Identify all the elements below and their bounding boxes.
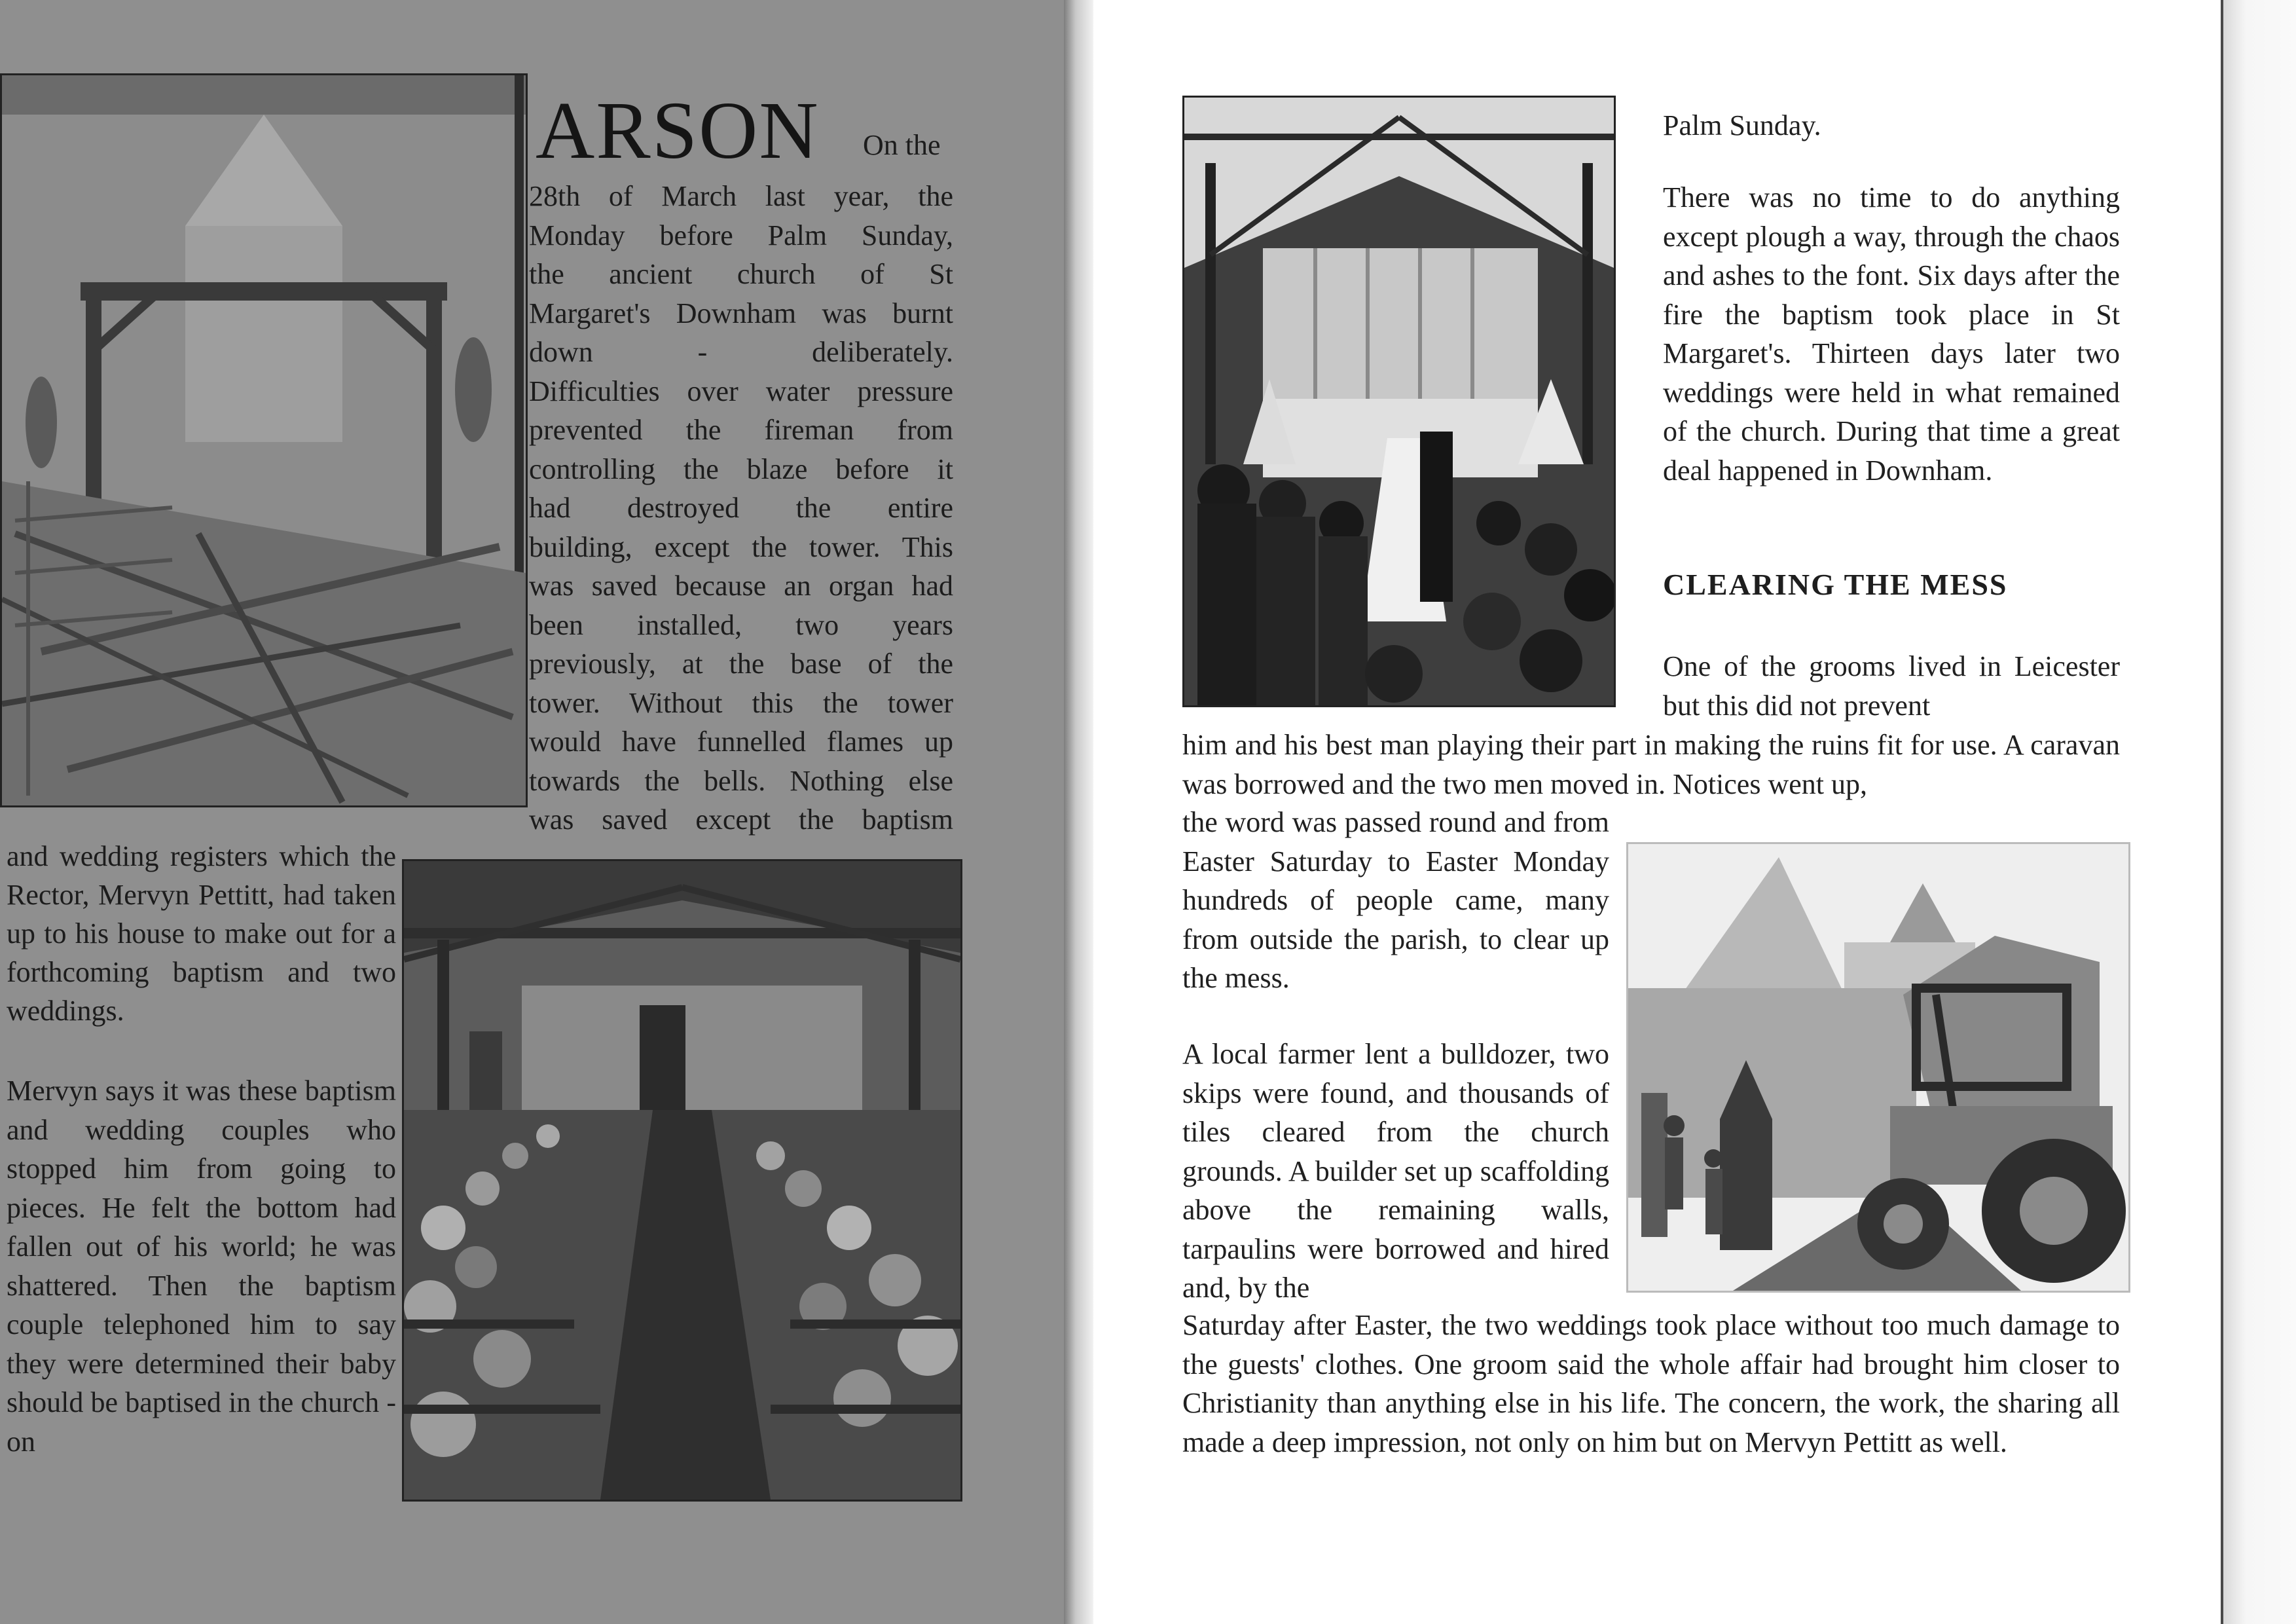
opening-words: On the — [863, 129, 941, 161]
p1-line-4: Margaret's Downham was burnt — [529, 297, 953, 329]
p1-line-17: was saved except the baptism — [529, 803, 953, 836]
paragraph-1-continued: and wedding registers which the Rector, Mervyn Pettitt, had taken up to his house to make out for a forthcoming baptism and two weddings. — [7, 840, 396, 1027]
paragraph-1-opening — [863, 126, 941, 165]
p1-line-1: 28th of March last year, the — [529, 180, 953, 212]
paragraph-4-narrow-2: the word was passed round and from Easter Saturday to Easter Monday hundreds of people came, many from outside the parish, to clear up the mess. — [1182, 806, 1609, 994]
paragraph-4-full: him and his best man playing their part in making the ruins fit for use. A caravan was borrowed and the two men moved in. Notices went up, — [1182, 729, 2120, 800]
p1-line-15: would have funnelled flames up — [529, 726, 953, 758]
p1-line-6: Difficulties over water pressure — [529, 375, 953, 407]
p1-line-7: prevented the fireman from — [529, 414, 953, 446]
page-edge — [2221, 0, 2296, 1624]
paragraph-2: Mervyn says it was these baptism and wedding couples who stopped him from going to pieces. He felt the bottom had fallen out of his world; he was shattered. Then the baptism couple telephoned him to say they were determined their baby should be baptised in the church - on — [7, 1075, 396, 1458]
wedding-photo — [1182, 96, 1616, 707]
article-title: ARSON — [536, 86, 820, 176]
palm-sunday-line: Palm Sunday. — [1663, 109, 1821, 141]
paragraph-5-full: Saturday after Easter, the two weddings took place without too much damage to the guests' clothes. One groom said the whole affair had brought him closer to Christianity than anything else in his life. The concern, the work, the sharing all made a deep impression, not only on him but on Mervyn Pettitt as well. — [1182, 1309, 2120, 1458]
paragraph-3: There was no time to do anything except plough a way, through the chaos and ashes to the font. Six days after the fire the baptism took place in St Margaret's. Thirteen days later two weddings were held in what remained of the church. During that time a great deal happened in Downham. — [1663, 181, 2120, 487]
p1-line-3: the ancient church of St — [529, 258, 953, 290]
paragraph-4-narrow: One of the grooms lived in Leicester but this did not prevent — [1663, 650, 2120, 722]
bulldozer-ruins-photo — [1626, 842, 2130, 1293]
p1-line-11: was saved because an organ had — [529, 570, 953, 602]
p1-line-16: towards the bells. Nothing else — [529, 764, 953, 797]
p1-line-13: previously, at the base of the — [529, 648, 953, 680]
p1-line-5: down - deliberately. — [529, 336, 953, 368]
burnt-church-photo — [0, 73, 528, 807]
book-gutter — [1064, 0, 1093, 1624]
congregation-photo — [402, 859, 962, 1502]
paragraph-5-narrow: A local farmer lent a bulldozer, two skips were found, and thousands of tiles cleared from the church grounds. A builder set up scaffolding above the remaining walls, tarpaulins were borrowed and hired and, by the — [1182, 1038, 1609, 1304]
paragraph-1 — [529, 177, 953, 840]
p1-line-2: Monday before Palm Sunday, — [529, 219, 953, 251]
p1-line-12: been installed, two years — [529, 608, 953, 641]
p1-line-14: tower. Without this the tower — [529, 686, 953, 719]
p1-line-9: had destroyed the entire — [529, 492, 953, 524]
section-heading: CLEARING THE MESS — [1663, 568, 2008, 601]
p1-line-10: building, except the tower. This — [529, 530, 953, 563]
p1-line-8: controlling the blaze before it — [529, 452, 953, 485]
